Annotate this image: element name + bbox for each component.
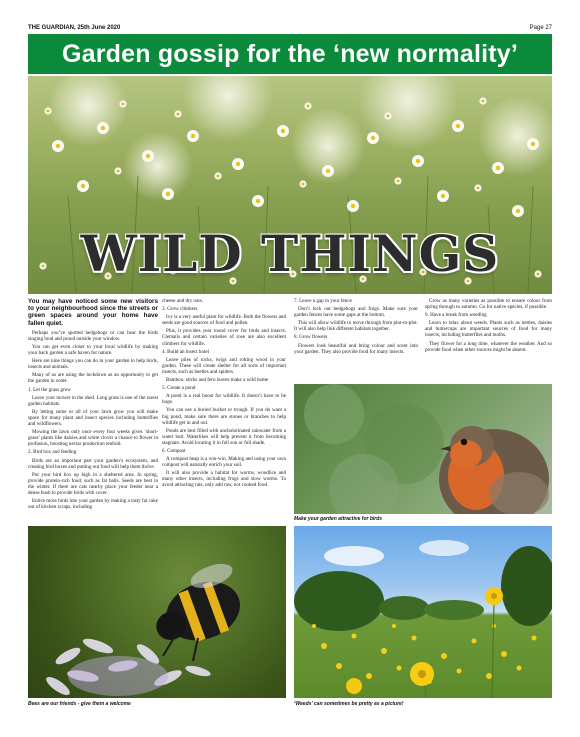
section-heading: 7. Leave a gap in your fence	[294, 298, 352, 304]
paragraph: Here are nine things you can do in your garden to help birds, insects and animals.	[28, 358, 158, 371]
paragraph: Leave piles of rocks, twigs and rotting wood in your garden. These will create shelter for all sorts of important insects, such as beetles and spiders.	[162, 356, 286, 375]
paragraph: A pond is a real boost for wildlife. It doesn’t have to be huge.	[162, 393, 286, 406]
paragraph: Plus, it provides year round cover for birds and insects. Clematis and certain varieties of rose are also excellent climbers for wildlife.	[162, 328, 286, 347]
paragraph: This will allow wildlife to move through from plot-to-plot. It will also help link different habitats together.	[294, 320, 418, 333]
paragraph: Flowers look beautiful and bring colour and scent into your garden. They also provide food for many insects.	[294, 342, 418, 355]
paragraph: Bamboo, sticks and fern leaves make a wild home	[166, 377, 269, 384]
article-column-4	[425, 298, 552, 355]
section-heading: 8. Grow flowers	[294, 334, 328, 341]
paragraph: Ivy is a very useful plant for wildlife. Both the flowers and seeds are good sources of food and pollen.	[162, 314, 286, 327]
robin-photo	[294, 384, 552, 514]
paragraph: Leave your mower in the shed. Long grass is one of the rarest garden habitats.	[28, 394, 158, 407]
section-heading: 3. Grow climbers	[162, 306, 198, 313]
article-column-2	[162, 298, 286, 491]
robin-caption: Make your garden attractive for birds	[294, 516, 383, 522]
buttercups-photo	[294, 526, 552, 698]
paragraph: Mowing the lawn only once every four weeks gives ‘short-grass’ plants like daisies and white clover a chance to flower in profusion, boosting nectar production tenfold.	[28, 429, 158, 448]
hero-daisy-photo	[28, 76, 552, 294]
buttercup-meadow-illustration	[294, 526, 552, 698]
paragraph: Learn to relax about weeds. Plants such as nettles, daisies and buttercups are important sources of food for many insects, including butterflies and moths.	[425, 320, 552, 339]
hero-title: WILD THINGS	[80, 224, 500, 283]
paragraph: Entice more birds into your garden by making a tasty fat cake out of kitchen scraps, including	[28, 498, 158, 511]
bee-caption: Bees are our friends - give them a welcome	[28, 701, 131, 707]
article-intro: You may have noticed some new visitors to your neighbourhood since the streets or green spaces around your home have fallen quiet.	[28, 298, 158, 327]
article-column-3	[294, 298, 418, 357]
section-heading: 4. Build an insect hotel	[162, 348, 210, 355]
section-heading: 9. Have a break from weeding	[425, 312, 487, 319]
section-heading: 2. Bird box and feeding	[28, 449, 77, 456]
paragraph: They flower for a long time, whatever the weather. And so provide food when other sources might be absent.	[425, 340, 552, 353]
headline-banner: Garden gossip for the ‘new normality’	[28, 34, 552, 74]
paragraph: You can use a buried bucket or trough. If you do want a big pond, make sure there are stones or branches to help wildlife get in and out.	[162, 407, 286, 426]
buttercups-caption: ‘Weeds’ can sometimes be pretty as a picture!	[294, 701, 404, 707]
section-heading: 6. Compost	[162, 447, 186, 454]
paragraph: Grow as many varieties as possible to ensure colour from spring through to autumn. Go for native species, if possible.	[425, 298, 552, 311]
robin-illustration	[294, 384, 552, 514]
paragraph: It will also provide a habitat for worms, woodlice and many other insects, including frogs and slow worms. To avoid attracting rats, only add raw, not cooked food.	[162, 470, 286, 489]
paragraph: Birds are an important part your garden’s ecosystem, and creating bird boxes and putting out food will help them thrive.	[28, 457, 158, 470]
section-heading: 5. Create a pond	[162, 385, 196, 392]
paragraph: Many of us are using the lockdown as an opportunity to get the garden in order.	[28, 372, 158, 385]
paragraph: Ponds are best filled with uncholorinated rainwater from a water butt. Waterlikes will help prevent it from becoming stagnant. Avoid locating it in full sun or full shade.	[162, 427, 286, 446]
paragraph: A compost heap is a win-win. Making and using your own compost will naturally enrich your soil.	[162, 456, 286, 469]
paragraph: Don’t lock out hedgehogs and frogs. Make sure your garden fences have some gaps at the bottom.	[294, 306, 418, 319]
publication-name: THE GUARDIAN, 25th June 2020	[28, 25, 121, 31]
section-heading: 1. Let the grass grow	[28, 386, 71, 393]
paragraph: You can get even closer to your local wildlife by making your back garden a safe haven for nature.	[28, 344, 158, 357]
bee-on-flower-illustration	[28, 526, 286, 698]
paragraph: Put your bird box up high in a sheltered area. In spring, provide protein-rich food, such as fat balls. Seeds are best in the winter. If there are cats nearby place your feeder near a dense bush to provide birds with cover.	[28, 471, 158, 496]
article-column-1	[28, 298, 158, 512]
page-number: Page 27	[529, 25, 552, 31]
paragraph: By letting some or all of your lawn grow you will make space for many plant and insect species including butterflies and wildflowers.	[28, 408, 158, 428]
bee-photo	[28, 526, 286, 698]
paragraph: Perhaps you’ve spotted hedgehogs or can hear the birds singing loud and proud outside your window.	[28, 329, 158, 342]
masthead	[28, 24, 552, 34]
paragraph: cheese and dry oats.	[162, 298, 204, 304]
